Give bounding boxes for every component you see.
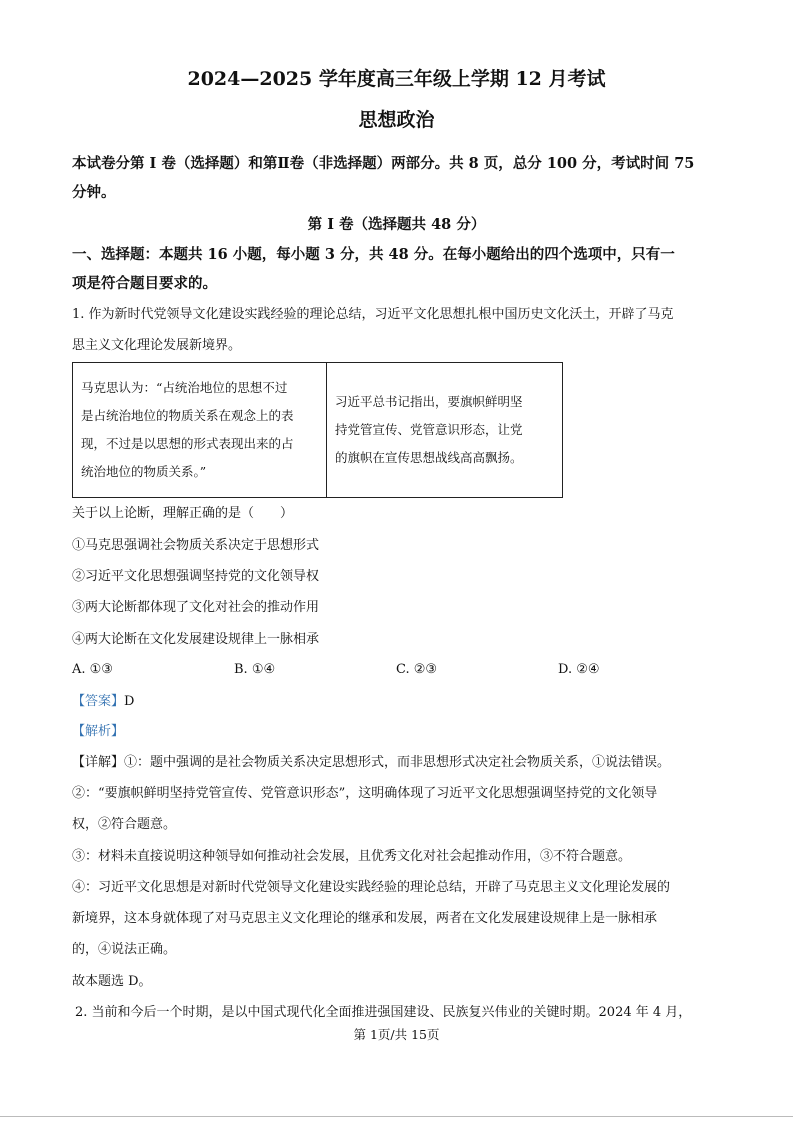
detail-line-7: 的，④说法正确。 [72,942,177,957]
answer-line [72,694,134,710]
xi-quote-line: 习近平总书记指出，要旗帜鲜明坚 [335,394,523,409]
detail-text: ①：题中强调的是社会物质关系决定思想形式，而非思想形式决定社会物质关系，①说法错误。 [124,755,671,770]
detail-line-2: ②：“要旗帜鲜明坚持党管宣传、党管意识形态”，这明确体现了习近平文化思想强调坚持党的文化领导 [72,786,658,801]
intro-line-2: 分钟。 [72,184,116,201]
statement-2: ②习近平文化思想强调坚持党的文化领导权 [72,569,320,584]
subject-title: 思想政治 [358,109,435,131]
marx-quote-line: 现，不过是以思想的形式表现出来的占 [81,436,294,451]
marx-quote-cell [73,363,327,498]
analysis-label: 【解析】 [72,724,125,739]
statement-4: ④两大论断在文化发展建设规律上一脉相承 [72,632,320,647]
q2-stem-line-1: 2. 当前和今后一个时期，是以中国式现代化全面推进强国建设、民族复兴伟业的关键时期。2024 年 4 月， [75,1005,692,1020]
option-b: B. ①④ [234,662,276,677]
q1-question: 关于以上论断，理解正确的是（ ） [72,506,294,521]
page-number: 第 1页/共 15页 [353,1027,440,1042]
section-instruction-2: 项是符合题目要求的。 [72,275,217,292]
detail-line-4: ③：材料未直接说明这种领导如何推动社会发展，且优秀文化对社会起推动作用，③不符合题意。 [72,849,632,864]
answer-value: D [124,694,135,709]
section-title: 第 I 卷（选择题共 48 分） [307,216,486,233]
answer-label: 【答案】 [72,694,125,709]
xi-quote-line: 的旗帜在宣传思想战线高高飘扬。 [335,450,523,465]
detail-line-6: 新境界，这本身就体现了对马克思主义文化理论的继承和发展，两者在文化发展建设规律上是一脉相承 [72,911,658,926]
statement-1: ①马克思强调社会物质关系决定于思想形式 [72,538,320,553]
option-d: D. ②④ [558,662,600,677]
xi-quote-cell [327,363,563,498]
detail-line-5: ④：习近平文化思想是对新时代党领导文化建设实践经验的理论总结，开辟了马克思主义文化理论发展的 [72,880,671,895]
detail-line-1 [72,755,670,771]
option-c: C. ②③ [396,662,438,677]
marx-quote-line: 是占统治地位的物质关系在观念上的表 [81,408,294,423]
marx-quote-line: 统治地位的物质关系。” [81,464,207,479]
xi-quote-line: 持党管宣传、党管意识形态，让党 [335,422,523,437]
quote-table [72,362,563,498]
option-a: A. ①③ [72,662,113,677]
page-bottom-divider [0,1116,793,1117]
exam-title: 2024—2025 学年度高三年级上学期 12 月考试 [187,68,606,90]
q1-stem-line-2: 思主义文化理论发展新境界。 [72,338,242,353]
statement-3: ③两大论断都体现了文化对社会的推动作用 [72,600,320,615]
section-instruction-1: 一、选择题：本题共 16 小题，每小题 3 分，共 48 分。在每小题给出的四个选项中，只有一 [72,246,675,263]
marx-quote-line: 马克思认为：“占统治地位的思想不过 [81,380,288,395]
q1-stem-line-1: 1. 作为新时代党领导文化建设实践经验的理论总结，习近平文化思想扎根中国历史文化沃土，开辟了马克 [72,307,674,322]
detail-line-8: 故本题选 D。 [72,974,152,989]
detail-label: 【详解】 [72,755,125,770]
intro-line-1: 本试卷分第 I 卷（选择题）和第Ⅱ卷（非选择题）两部分。共 8 页，总分 100 分，考试时间 75 [72,155,695,172]
detail-line-3: 权，②符合题意。 [72,817,177,832]
